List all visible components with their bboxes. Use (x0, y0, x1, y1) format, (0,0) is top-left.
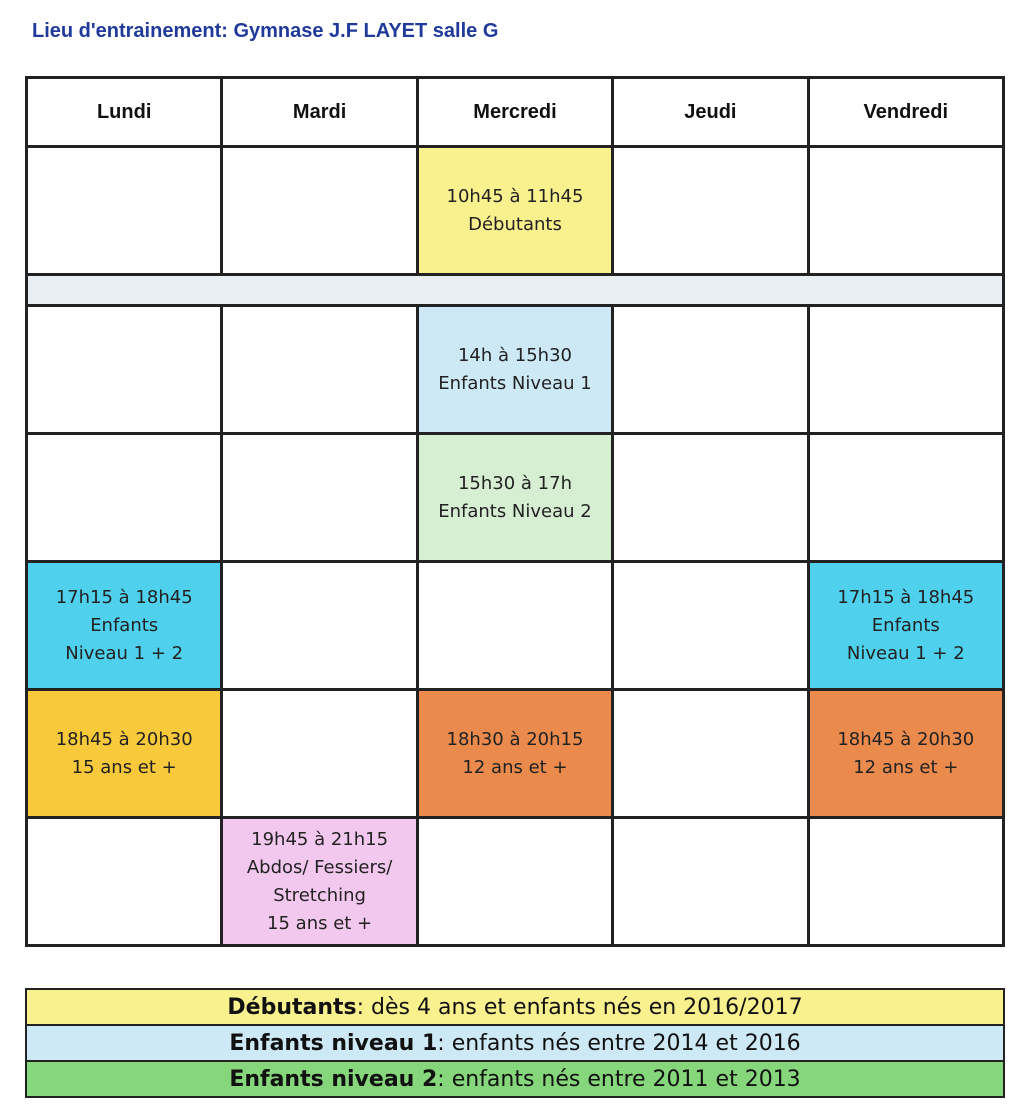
page-title: Lieu d'entrainement: Gymnase J.F LAYET salle G (32, 20, 499, 42)
schedule-row (27, 690, 1004, 818)
session-cell-lundi (27, 562, 222, 690)
spacer-cell (27, 275, 1004, 306)
legend-table (25, 988, 1005, 1098)
empty-cell (808, 306, 1003, 434)
empty-cell (222, 562, 417, 690)
schedule-body (27, 147, 1004, 946)
session-cell-mercredi (417, 306, 612, 434)
legend-debutants (26, 989, 1004, 1025)
day-header-mardi: Mardi (222, 78, 417, 147)
schedule-row (27, 306, 1004, 434)
legend-term: Débutants (227, 994, 357, 1020)
empty-cell (222, 434, 417, 562)
session-text: 17h15 à 18h45 Enfants Niveau 1 + 2 (837, 586, 975, 664)
legend-term: Enfants niveau 2 (229, 1066, 438, 1092)
header-row (27, 78, 1004, 147)
empty-cell (417, 562, 612, 690)
schedule-row (27, 147, 1004, 275)
empty-cell (27, 434, 222, 562)
session-cell-vendredi (808, 562, 1003, 690)
empty-cell (613, 434, 808, 562)
spacer-row (27, 275, 1004, 306)
legend-term: Enfants niveau 1 (229, 1030, 438, 1056)
empty-cell (613, 147, 808, 275)
day-header-mercredi: Mercredi (417, 78, 612, 147)
legend-desc: : enfants nés entre 2014 et 2016 (437, 1030, 801, 1056)
session-text: 14h à 15h30 Enfants Niveau 1 (438, 344, 592, 394)
schedule-table (25, 76, 1005, 947)
empty-cell (222, 690, 417, 818)
empty-cell (613, 562, 808, 690)
session-cell-mardi (222, 818, 417, 946)
session-text: 18h30 à 20h15 12 ans et + (446, 728, 584, 778)
legend-desc: : enfants nés entre 2011 et 2013 (437, 1066, 801, 1092)
session-cell-lundi (27, 690, 222, 818)
day-header-jeudi: Jeudi (613, 78, 808, 147)
session-text: 18h45 à 20h30 12 ans et + (837, 728, 975, 778)
legend-desc: : dès 4 ans et enfants nés en 2016/2017 (356, 994, 803, 1020)
legend-row (26, 1025, 1004, 1061)
session-cell-vendredi (808, 690, 1003, 818)
session-text: 19h45 à 21h15 Abdos/ Fessiers/ Stretching 15 ans et + (246, 828, 393, 934)
empty-cell (417, 818, 612, 946)
legend-row (26, 989, 1004, 1025)
day-header-lundi: Lundi (27, 78, 222, 147)
schedule-row (27, 818, 1004, 946)
schedule-row (27, 434, 1004, 562)
empty-cell (222, 147, 417, 275)
legend-enfants-niveau-1 (26, 1025, 1004, 1061)
empty-cell (27, 147, 222, 275)
empty-cell (808, 147, 1003, 275)
legend-enfants-niveau-2 (26, 1061, 1004, 1097)
empty-cell (808, 818, 1003, 946)
session-cell-mercredi (417, 434, 612, 562)
empty-cell (27, 306, 222, 434)
empty-cell (27, 818, 222, 946)
session-cell-mercredi (417, 147, 612, 275)
empty-cell (808, 434, 1003, 562)
empty-cell (613, 818, 808, 946)
session-text: 10h45 à 11h45 Débutants (446, 185, 584, 235)
session-text: 15h30 à 17h Enfants Niveau 2 (438, 472, 592, 522)
session-text: 17h15 à 18h45 Enfants Niveau 1 + 2 (55, 586, 193, 664)
session-cell-mercredi (417, 690, 612, 818)
day-header-vendredi: Vendredi (808, 78, 1003, 147)
legend-row (26, 1061, 1004, 1097)
empty-cell (222, 306, 417, 434)
session-text: 18h45 à 20h30 15 ans et + (55, 728, 193, 778)
empty-cell (613, 690, 808, 818)
schedule-row (27, 562, 1004, 690)
empty-cell (613, 306, 808, 434)
